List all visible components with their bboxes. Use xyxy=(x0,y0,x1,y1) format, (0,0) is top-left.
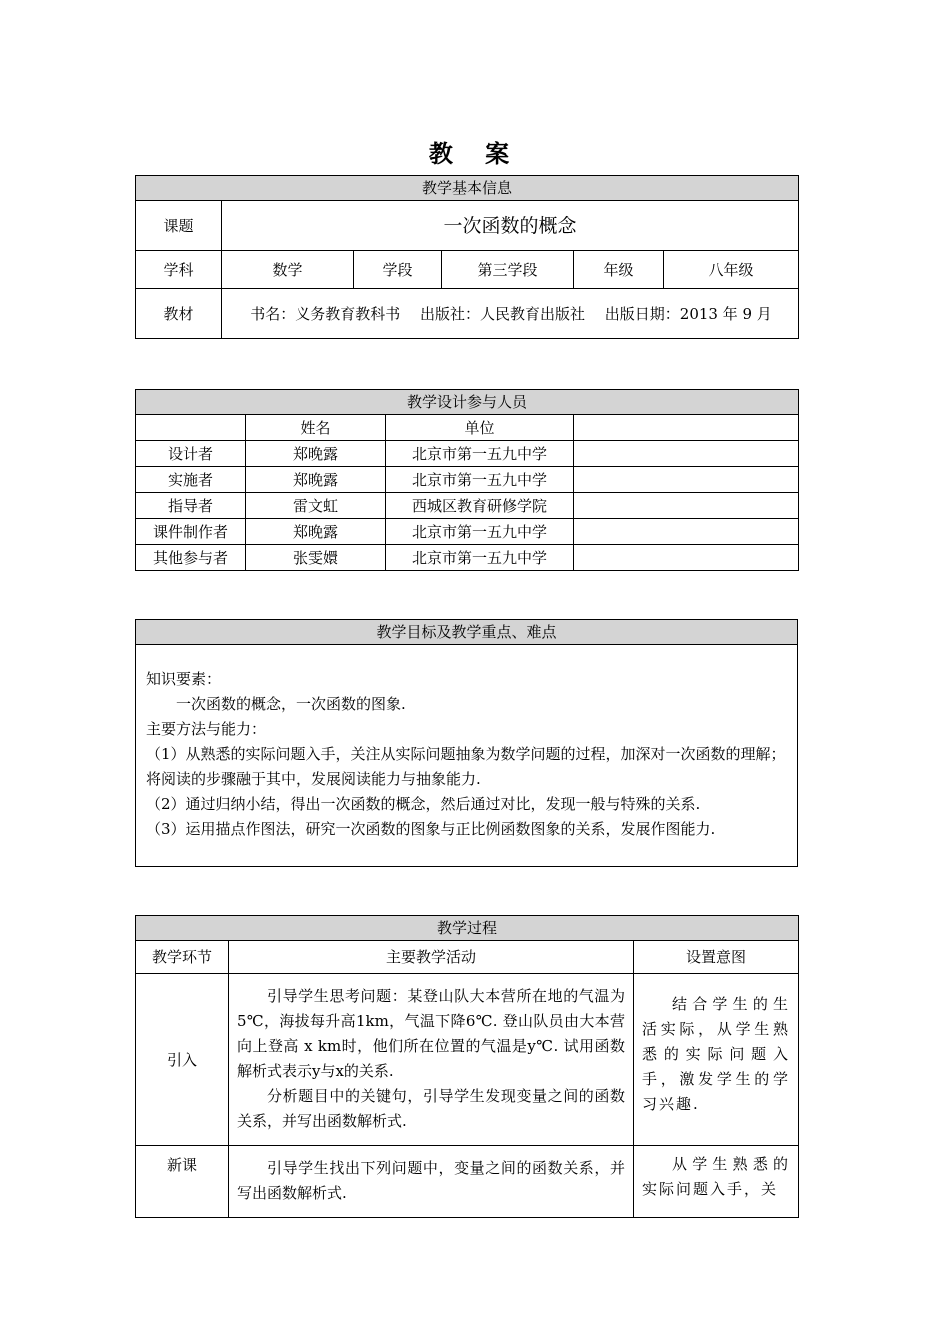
goals-content xyxy=(136,645,798,867)
participants-col-unit: 单位 xyxy=(386,415,574,441)
table-row xyxy=(136,493,799,519)
participant-name: 郑晚露 xyxy=(246,467,386,493)
process-col-intent: 设置意图 xyxy=(634,941,799,974)
participant-unit: 北京市第一五九中学 xyxy=(386,545,574,571)
participant-role: 其他参与者 xyxy=(136,545,246,571)
method-label: 主要方法与能力： xyxy=(146,720,267,738)
participant-role: 课件制作者 xyxy=(136,519,246,545)
table-row xyxy=(136,974,799,1146)
intent-text: 从学生熟悉的实际问题入手，关 xyxy=(642,1155,791,1198)
participant-extra xyxy=(574,467,799,493)
table-row xyxy=(136,467,799,493)
grade-label: 年级 xyxy=(574,251,664,289)
activity-paragraph: 引导学生思考问题：某登山队大本营所在地的气温为5℃，海拔每升高1km，气温下降6℃. 登山队员由大本营向上登高 x km时，他们所在位置的气温是y℃. 试用函数解析式表示y与x的关系. xyxy=(237,987,625,1080)
process-activity xyxy=(229,974,634,1146)
table-row xyxy=(136,441,799,467)
textbook-value: 书名：义务教育教科书 出版社：人民教育出版社 出版日期：2013 年 9 月 xyxy=(222,289,799,339)
table-row xyxy=(136,545,799,571)
process-activity xyxy=(229,1146,634,1218)
intent-text: 结合学生的生活实际，从学生熟悉的实际问题入手，激发学生的学习兴趣. xyxy=(642,995,791,1113)
grade-value: 八年级 xyxy=(664,251,799,289)
participant-unit: 北京市第一五九中学 xyxy=(386,441,574,467)
goal-item: （1）从熟悉的实际问题入手，关注从实际问题抽象为数学问题的过程，加深对一次函数的理解；将阅读的步骤融于其中，发展阅读能力与抽象能力. xyxy=(146,745,786,788)
participant-extra xyxy=(574,545,799,571)
process-intent xyxy=(634,1146,799,1218)
basic-info-table xyxy=(135,175,799,339)
participants-col-extra xyxy=(574,415,799,441)
participants-col-role xyxy=(136,415,246,441)
activity-paragraph: 引导学生找出下列问题中，变量之间的函数关系，并写出函数解析式. xyxy=(237,1159,625,1202)
participant-role: 设计者 xyxy=(136,441,246,467)
process-table xyxy=(135,915,799,1218)
goals-table xyxy=(135,619,798,867)
process-col-stage: 教学环节 xyxy=(136,941,229,974)
knowledge-label: 知识要素： xyxy=(146,670,222,688)
participants-table xyxy=(135,389,799,571)
stage-value: 第三学段 xyxy=(442,251,574,289)
table-row xyxy=(136,1146,799,1218)
topic-label: 课题 xyxy=(136,201,222,251)
process-header: 教学过程 xyxy=(136,916,799,941)
textbook-label: 教材 xyxy=(136,289,222,339)
participant-unit: 西城区教育研修学院 xyxy=(386,493,574,519)
participant-role: 实施者 xyxy=(136,467,246,493)
participant-extra xyxy=(574,519,799,545)
stage-label: 学段 xyxy=(354,251,442,289)
participant-role: 指导者 xyxy=(136,493,246,519)
participant-unit: 北京市第一五九中学 xyxy=(386,519,574,545)
knowledge-text: 一次函数的概念，一次函数的图象. xyxy=(176,695,406,713)
goals-header: 教学目标及教学重点、难点 xyxy=(136,620,798,645)
basic-info-header: 教学基本信息 xyxy=(136,176,799,201)
goal-item: （2）通过归纳小结，得出一次函数的概念，然后通过对比，发现一般与特殊的关系. xyxy=(146,795,701,813)
process-col-activity: 主要教学活动 xyxy=(229,941,634,974)
goal-item: （3）运用描点作图法，研究一次函数的图象与正比例函数图象的关系，发展作图能力. xyxy=(146,820,716,838)
document-title: 教 案 xyxy=(428,139,522,168)
participant-unit: 北京市第一五九中学 xyxy=(386,467,574,493)
subject-label: 学科 xyxy=(136,251,222,289)
process-intent xyxy=(634,974,799,1146)
topic-value: 一次函数的概念 xyxy=(222,201,799,251)
participant-name: 张雯嬛 xyxy=(246,545,386,571)
table-row xyxy=(136,519,799,545)
participants-col-name: 姓名 xyxy=(246,415,386,441)
participants-header: 教学设计参与人员 xyxy=(136,390,799,415)
participant-name: 郑晚露 xyxy=(246,519,386,545)
process-stage: 新课 xyxy=(136,1146,229,1218)
participant-extra xyxy=(574,441,799,467)
participant-name: 雷文虹 xyxy=(246,493,386,519)
participant-name: 郑晚露 xyxy=(246,441,386,467)
activity-paragraph: 分析题目中的关键句，引导学生发现变量之间的函数关系，并写出函数解析式. xyxy=(237,1087,625,1130)
process-stage: 引入 xyxy=(136,974,229,1146)
subject-value: 数学 xyxy=(222,251,354,289)
participant-extra xyxy=(574,493,799,519)
